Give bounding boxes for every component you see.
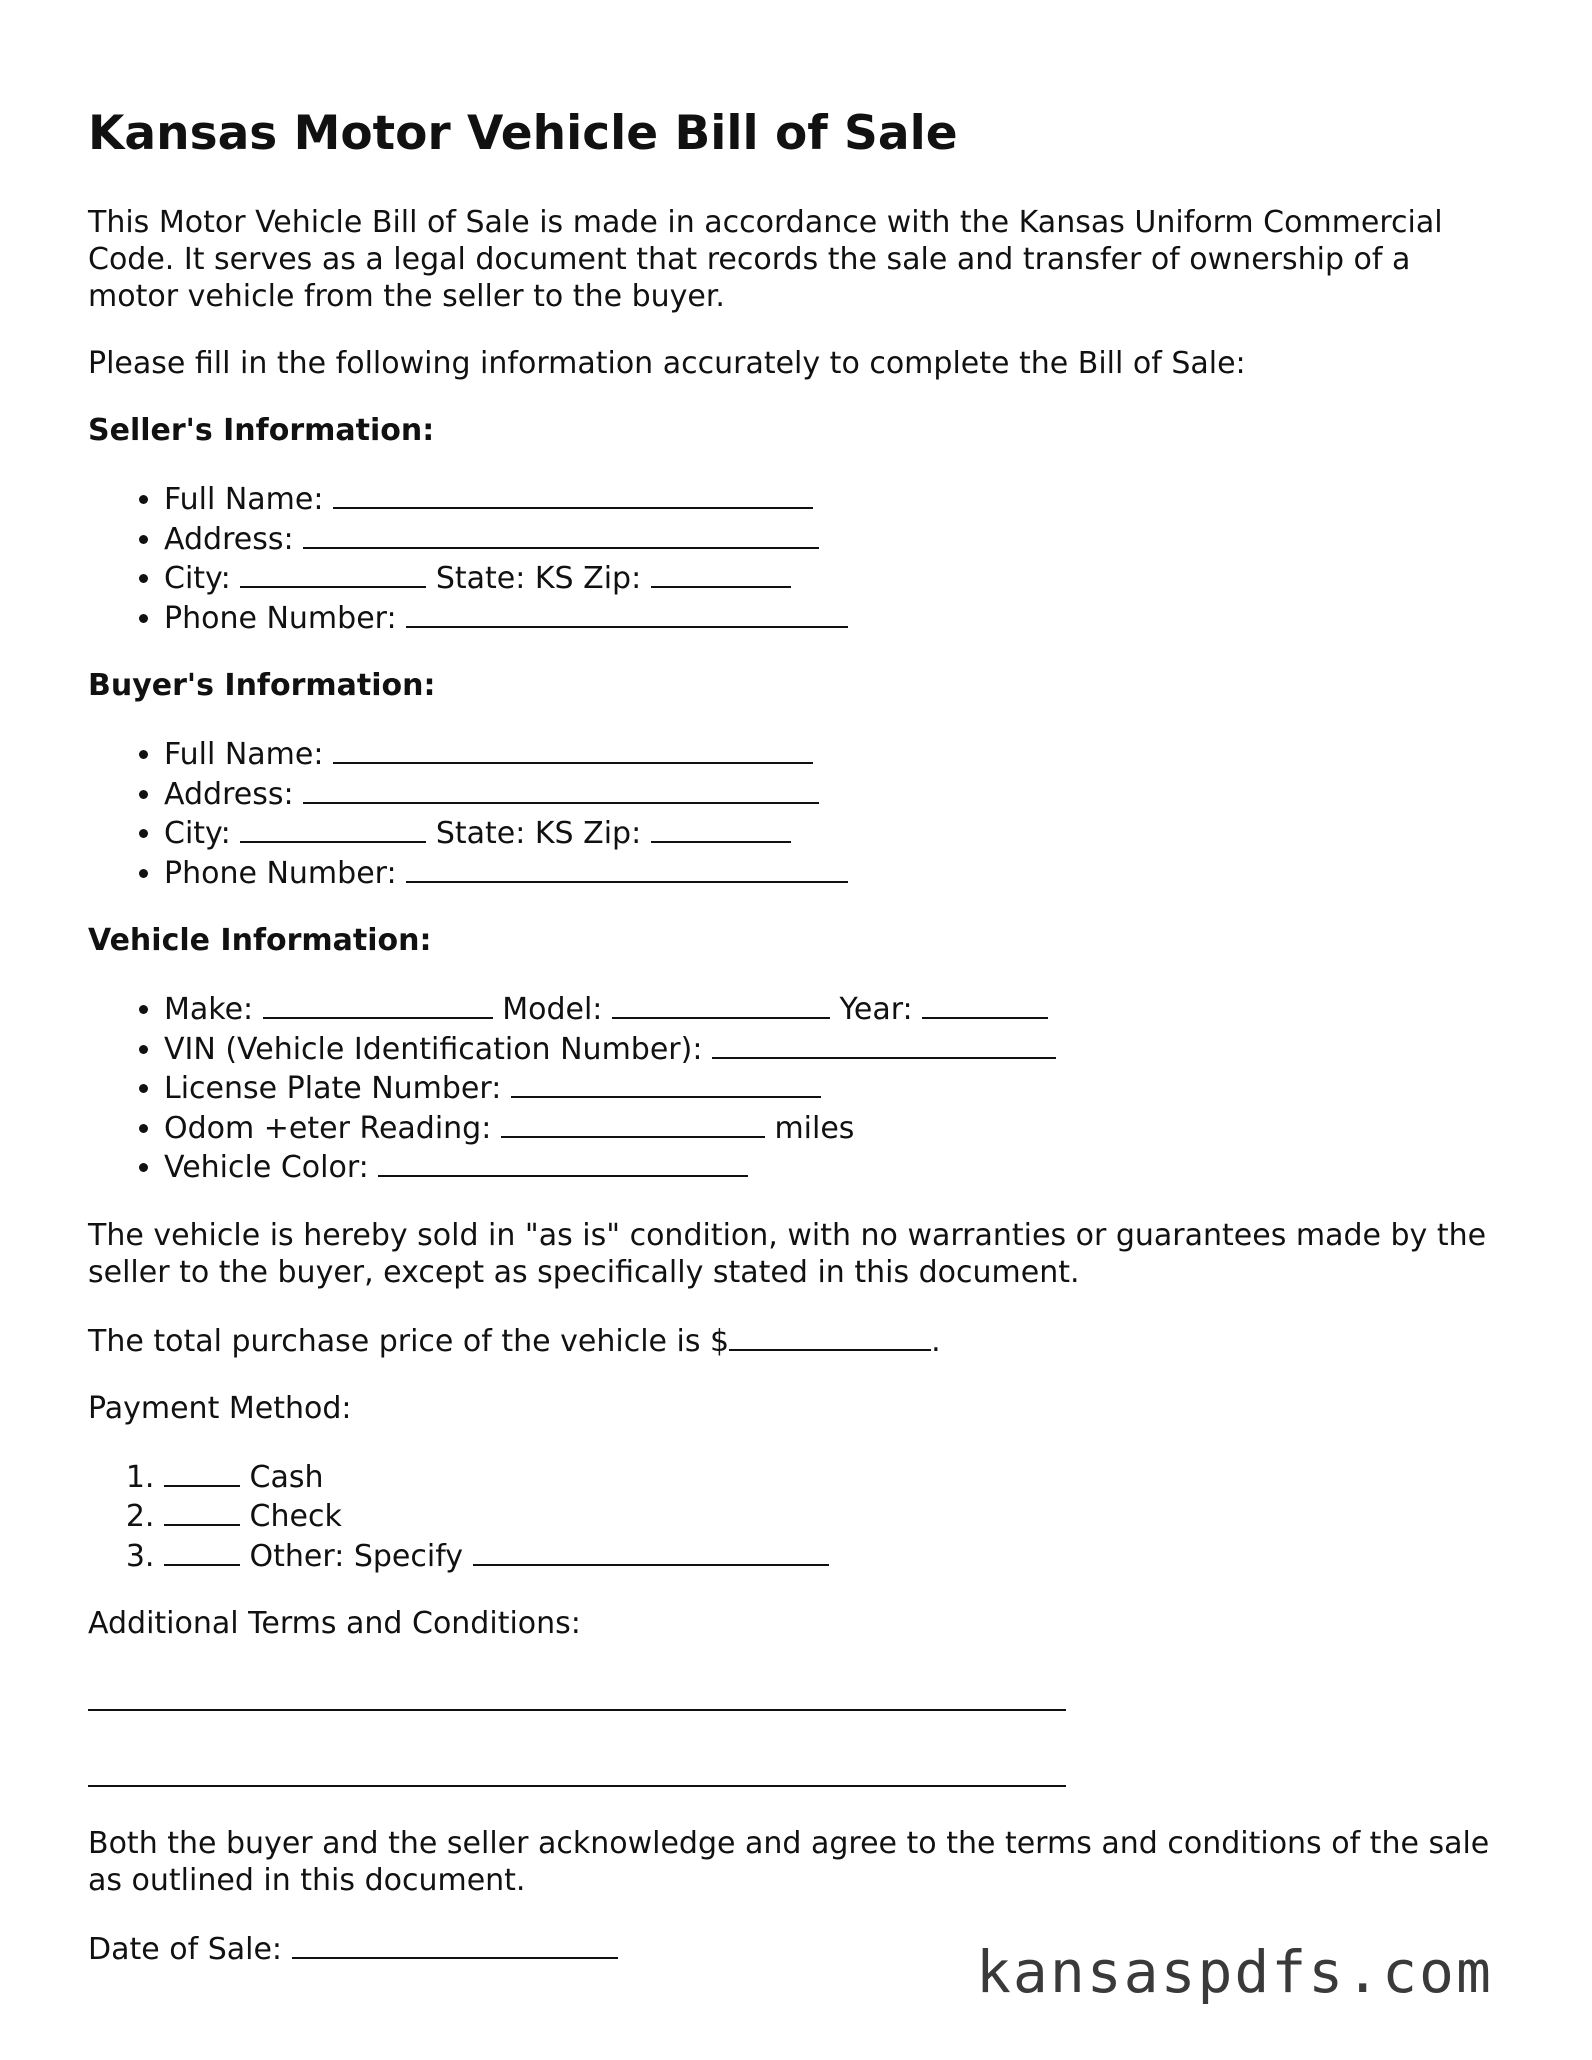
vehicle-make-label: Make: [164,992,254,1027]
seller-zip-label: Zip: [583,561,642,596]
additional-terms-line-2[interactable] [88,1748,1066,1787]
payment-cash-label: Cash [249,1459,324,1495]
payment-check-label: Check [249,1499,342,1534]
buyer-address-item [164,774,1508,814]
additional-terms-line-1[interactable] [88,1672,1066,1711]
buyer-phone-field[interactable] [406,853,848,883]
payment-option-other [164,1536,1508,1576]
vehicle-year-field[interactable] [922,989,1048,1019]
vehicle-odometer-unit: miles [774,1110,855,1146]
buyer-address-field[interactable] [303,774,819,804]
seller-phone-field[interactable] [406,598,848,628]
date-of-sale-label: Date of Sale: [88,1932,283,1967]
seller-full-name-item [164,479,1508,519]
seller-address-label: Address: [164,521,294,557]
seller-city-field[interactable] [240,558,426,588]
buyer-address-label: Address: [164,776,294,812]
price-suffix: . [931,1323,941,1359]
payment-options [88,1457,1508,1576]
vehicle-plate-field[interactable] [511,1068,821,1098]
vehicle-plate-item [164,1068,1508,1108]
vehicle-model-field[interactable] [612,989,830,1019]
seller-fields [88,479,1508,637]
seller-address-item [164,519,1508,559]
buyer-zip-label: Zip: [583,816,642,851]
seller-phone-label: Phone Number: [164,600,397,636]
vehicle-vin-field[interactable] [712,1029,1056,1059]
buyer-phone-item [164,853,1508,893]
seller-state-label: State: KS [435,561,574,596]
buyer-city-item [164,813,1508,853]
price-prefix: The total purchase price of the vehicle is $ [88,1323,730,1359]
seller-phone-item [164,598,1508,638]
seller-heading: Seller's Information: [88,413,435,448]
price-field[interactable] [729,1321,931,1351]
payment-check-checkbox[interactable] [164,1496,240,1526]
additional-terms-heading: Additional Terms and Conditions: [88,1606,581,1641]
seller-city-item [164,558,1508,598]
date-of-sale-field[interactable] [292,1929,618,1959]
as-is-paragraph: The vehicle is hereby sold in "as is" condition, with no warranties or guarantees made by the seller to the buyer, except as specifically stated in this document. [88,1217,1487,1290]
payment-other-checkbox[interactable] [164,1536,240,1566]
instruction-paragraph: Please fill in the following information accurately to complete the Bill of Sale: [88,346,1246,381]
vehicle-vin-item [164,1029,1508,1069]
buyer-full-name-item [164,734,1508,774]
acknowledgement-paragraph: Both the buyer and the seller acknowledge and agree to the terms and conditions of the sale as outlined in this document. [88,1826,1490,1898]
seller-full-name-label: Full Name: [164,482,324,517]
payment-cash-checkbox[interactable] [164,1457,240,1487]
vehicle-odometer-field[interactable] [501,1108,765,1138]
vehicle-year-label: Year: [839,992,913,1027]
vehicle-vin-label: VIN (Vehicle Identification Number): [164,1031,703,1067]
buyer-city-label: City: [164,816,231,851]
vehicle-odometer-label: Odom +eter Reading: [164,1110,492,1146]
payment-option-cash [164,1457,1508,1497]
vehicle-make-model-year-item [164,989,1508,1029]
seller-zip-field[interactable] [651,558,791,588]
seller-address-field[interactable] [303,519,819,549]
site-watermark: kansaspdfs.com [976,1938,1493,2006]
buyer-city-field[interactable] [240,813,426,843]
payment-heading: Payment Method: [88,1390,352,1426]
vehicle-plate-label: License Plate Number: [164,1071,502,1106]
buyer-phone-label: Phone Number: [164,855,397,891]
payment-other-specify-field[interactable] [473,1536,829,1566]
vehicle-model-label: Model: [502,992,603,1027]
seller-full-name-field[interactable] [333,479,813,509]
payment-other-label: Other: Specify [249,1538,464,1574]
vehicle-fields [88,989,1508,1187]
vehicle-heading: Vehicle Information: [88,923,432,958]
vehicle-color-field[interactable] [378,1147,748,1177]
buyer-full-name-field[interactable] [333,734,813,764]
vehicle-color-item [164,1147,1508,1187]
buyer-state-label: State: KS [435,816,574,851]
buyer-heading: Buyer's Information: [88,668,436,703]
payment-option-check [164,1496,1508,1536]
document-title: Kansas Motor Vehicle Bill of Sale [88,106,958,161]
vehicle-make-field[interactable] [263,989,493,1019]
document-page [88,106,1508,1998]
vehicle-color-label: Vehicle Color: [164,1150,369,1185]
buyer-fields [88,734,1508,892]
seller-city-label: City: [164,561,231,596]
vehicle-odometer-item [164,1108,1508,1148]
buyer-zip-field[interactable] [651,813,791,843]
buyer-full-name-label: Full Name: [164,737,324,772]
price-paragraph [88,1321,1508,1360]
intro-paragraph: This Motor Vehicle Bill of Sale is made in accordance with the Kansas Uniform Commercial Code. It serves as a legal document that records the sale and transfer of ownership of a motor vehicle from the seller to the buyer. [88,205,1443,314]
